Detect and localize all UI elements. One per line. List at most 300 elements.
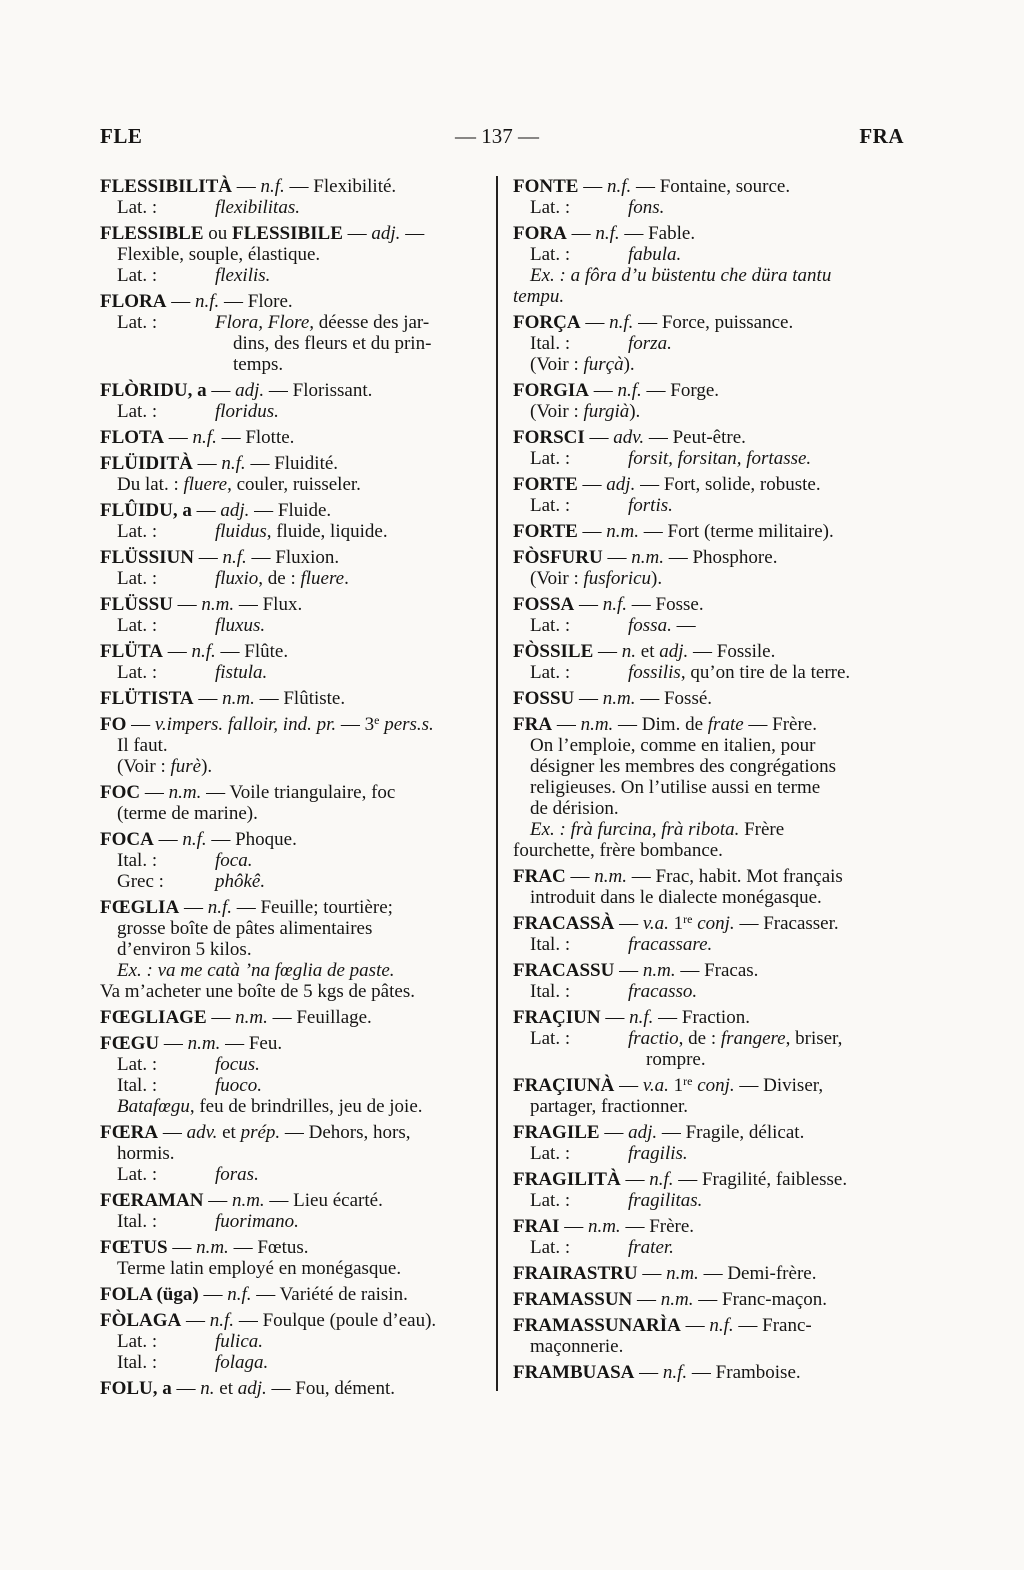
entry-text: v.a.	[642, 913, 669, 934]
entry-text: —	[634, 1362, 663, 1383]
entry-text: —	[172, 594, 202, 615]
entry-text: flexilis.	[215, 265, 271, 286]
entry-text: adv.	[186, 1122, 218, 1143]
entry-text: — Framboise.	[687, 1362, 801, 1383]
etymology-label: Lat. :	[117, 1054, 158, 1075]
entry-text: n.f.	[221, 453, 246, 474]
etymology-label: Lat. :	[530, 615, 571, 636]
headword-text: FRAI	[513, 1216, 560, 1237]
entry-text: frate	[707, 714, 744, 735]
entry-text: —	[206, 380, 236, 401]
entry-text: n.f.	[609, 312, 634, 333]
entry-headword-line	[100, 594, 492, 615]
entry-text: n.f.	[207, 897, 232, 918]
entry-text: religieuses. On l’utilise aussi en terme	[530, 777, 821, 798]
entry-headword-line	[513, 223, 927, 244]
entry-line	[100, 568, 492, 589]
etymology-label: Ital. :	[530, 934, 571, 955]
entry-text: fluidus	[215, 521, 267, 542]
entry-line	[513, 286, 927, 307]
entry-text: —	[206, 1007, 236, 1028]
entry-text: —	[602, 547, 632, 568]
entry-text: e	[374, 713, 380, 727]
dictionary-entry	[513, 1007, 927, 1070]
entry-text: n.f.	[595, 223, 620, 244]
entry-text: , feu de brindrilles, jeu de joie.	[189, 1096, 423, 1117]
entry-text: et	[636, 641, 660, 662]
entry-headword-line	[100, 714, 492, 735]
dictionary-entry	[100, 453, 492, 495]
entry-line	[100, 1352, 492, 1373]
dictionary-entry	[100, 688, 492, 709]
entry-line	[513, 495, 927, 516]
entry-headword-line	[100, 1190, 492, 1211]
dictionary-entry	[513, 641, 927, 683]
entry-text: hormis.	[117, 1143, 175, 1164]
dictionary-entry	[100, 1284, 492, 1305]
entry-headword-line	[513, 1315, 927, 1336]
entry-headword-line	[513, 960, 927, 981]
entry-text: .	[344, 568, 349, 589]
entry-text: 1	[668, 913, 684, 934]
entry-text: v.a.	[642, 1075, 669, 1096]
headword-text: FRACASSÀ	[513, 913, 615, 934]
entry-text: —	[400, 223, 425, 244]
headword-text: FORTE	[513, 474, 578, 495]
entry-headword-line	[513, 427, 927, 448]
entry-text: adj.	[237, 1378, 267, 1399]
entry-headword-line	[513, 641, 927, 662]
entry-text: fluere	[183, 474, 228, 495]
entry-text: (Voir :	[530, 568, 584, 589]
entry-text: —	[584, 427, 614, 448]
headword-text: FORÇA	[513, 312, 581, 333]
dictionary-entry	[513, 223, 927, 307]
entry-line	[513, 401, 927, 422]
entry-text: On l’emploie, comme en italien, pour	[530, 735, 816, 756]
etymology-label: Ital. :	[117, 1075, 158, 1096]
entry-text: — Flexibilité.	[284, 176, 397, 197]
entry-line	[513, 333, 927, 354]
entry-line	[100, 1143, 492, 1164]
entry-line	[100, 850, 492, 871]
entry-text: — Peut-être.	[644, 427, 746, 448]
entry-text: re	[683, 1074, 693, 1088]
entry-text: — Frac, habit. Mot français	[627, 866, 843, 887]
etymology-label: Lat. :	[530, 662, 571, 683]
entry-headword-line	[100, 500, 492, 521]
entry-text: —	[162, 641, 192, 662]
headword-text: FORSCI	[513, 427, 585, 448]
entry-text: —	[632, 1289, 661, 1310]
entry-text: — Fragilité, faiblesse.	[673, 1169, 848, 1190]
entry-text: —	[566, 223, 596, 244]
entry-text: —	[191, 500, 221, 521]
entry-headword-line	[100, 223, 492, 244]
headword-text: FLÛIDU, a	[100, 500, 192, 521]
entry-text: — Fracas.	[675, 960, 759, 981]
entry-text: d’environ 5 kilos.	[117, 939, 252, 960]
entry-text: n.f.	[191, 641, 216, 662]
entry-line	[513, 1028, 927, 1049]
entry-text: —	[164, 427, 193, 448]
entry-text: — Diviser,	[734, 1075, 824, 1096]
entry-headword-line	[513, 913, 927, 934]
entry-text: —	[565, 866, 595, 887]
entry-text: Terme latin employé en monégasque.	[117, 1258, 402, 1279]
entry-text: n.m.	[631, 547, 664, 568]
entry-text: —	[126, 714, 155, 735]
entry-text: adj.	[659, 641, 689, 662]
dictionary-entry	[100, 897, 492, 1002]
entry-line	[100, 333, 492, 354]
headword-text: FORGIA	[513, 380, 589, 401]
entry-text: Ex. : a fôra d’u büstentu che düra tantu	[530, 265, 832, 286]
entry-text: (Voir :	[530, 354, 584, 375]
entry-text: — Florissant.	[264, 380, 373, 401]
entry-line	[100, 960, 492, 981]
entry-text: — Lieu écarté.	[264, 1190, 383, 1211]
entry-line	[100, 918, 492, 939]
headword-text: FLÜTISTA	[100, 688, 194, 709]
entry-text: — Fossile.	[688, 641, 776, 662]
entry-headword-line	[513, 866, 927, 887]
entry-line	[513, 840, 927, 861]
entry-text: n.m.	[660, 1289, 694, 1310]
headword-text: FRAIRASTRU	[513, 1263, 638, 1284]
entry-text: , qu’on tire de la terre.	[680, 662, 851, 683]
entry-line	[100, 756, 492, 777]
entry-headword-line	[513, 312, 927, 333]
entry-text: n.f.	[617, 380, 642, 401]
entry-line	[100, 265, 492, 286]
entry-line	[513, 197, 927, 218]
entry-text: grosse boîte de pâtes alimentaires	[117, 918, 373, 939]
entry-line	[100, 1075, 492, 1096]
entry-line	[100, 1211, 492, 1232]
entry-text: — Franc-maçon.	[693, 1289, 827, 1310]
entry-text: — Frère.	[743, 714, 817, 735]
entry-text: Ex. : frà furcina, frà ribota.	[530, 819, 740, 840]
entry-text: n.m.	[222, 688, 255, 709]
etymology-label: Lat. :	[117, 197, 158, 218]
dictionary-entry	[513, 380, 927, 422]
entry-text: —	[637, 1263, 667, 1284]
dictionary-entry	[513, 1263, 927, 1284]
entry-text: phôkê.	[215, 871, 266, 892]
entry-text: — Fou, dément.	[266, 1378, 396, 1399]
dictionary-entry	[513, 312, 927, 375]
entry-text: — Force, puissance.	[633, 312, 794, 333]
entry-line	[513, 934, 927, 955]
entry-text: fragilis.	[628, 1143, 688, 1164]
entry-line	[513, 265, 927, 286]
etymology-label: Ital. :	[530, 333, 571, 354]
entry-text: fluxio	[215, 568, 259, 589]
entry-text: focus.	[215, 1054, 260, 1075]
dictionary-entry	[513, 913, 927, 955]
entry-headword-line	[100, 1033, 492, 1054]
entry-text: temps.	[233, 354, 284, 375]
entry-text: —	[614, 1075, 643, 1096]
entry-text: —	[198, 1284, 228, 1305]
entry-text: n.m.	[606, 521, 640, 542]
dictionary-entry	[513, 714, 927, 861]
entry-text: fourchette, frère bombance.	[513, 840, 723, 861]
headword-text: FŒGLIAGE	[100, 1007, 207, 1028]
entry-headword-line	[100, 688, 492, 709]
entry-headword-line	[100, 427, 492, 448]
entry-headword-line	[513, 176, 927, 197]
running-head	[0, 124, 1024, 150]
entry-text: — Phosphore.	[663, 547, 778, 568]
entry-text: , briser,	[785, 1028, 843, 1049]
entry-text: foras.	[215, 1164, 259, 1185]
entry-headword-line	[513, 1122, 927, 1143]
entry-text: floridus.	[215, 401, 279, 422]
entry-text: folaga.	[215, 1352, 269, 1373]
entry-text: — Dehors, hors,	[280, 1122, 411, 1143]
dictionary-entry	[100, 1378, 492, 1399]
entry-text: —	[232, 176, 261, 197]
entry-text: n.m.	[231, 1190, 265, 1211]
entry-text: —	[671, 615, 696, 636]
entry-text: — Variété de raisin.	[251, 1284, 408, 1305]
entry-text: —	[599, 1122, 629, 1143]
headword-text: FLORA	[100, 291, 167, 312]
entry-text: adj.	[220, 500, 250, 521]
entry-line	[100, 662, 492, 683]
dictionary-entry	[100, 1033, 492, 1117]
entry-text: Du lat. :	[117, 474, 184, 495]
entry-headword-line	[100, 176, 492, 197]
dictionary-entry	[513, 688, 927, 709]
headword-text: FOSSA	[513, 594, 575, 615]
headword-text: FRA	[513, 714, 553, 735]
dictionary-entry	[513, 176, 927, 218]
entry-text: ).	[201, 756, 213, 777]
entry-text: frangere	[720, 1028, 786, 1049]
entry-text: — Fort, solide, robuste.	[635, 474, 821, 495]
entry-text: —	[589, 380, 618, 401]
headword-text: FOSSU	[513, 688, 575, 709]
dictionary-entry	[513, 1362, 927, 1383]
entry-text: — Flûte.	[215, 641, 289, 662]
entry-text: de dérision.	[530, 798, 619, 819]
entry-headword-line	[100, 1122, 492, 1143]
entry-text: forza.	[628, 333, 672, 354]
entry-line	[100, 197, 492, 218]
headword-text: FRAMBUASA	[513, 1362, 635, 1383]
dictionary-entry	[100, 1122, 492, 1185]
entry-text: — Fluidité.	[245, 453, 339, 474]
entry-text: pers.s.	[384, 714, 434, 735]
entry-text: furè	[170, 756, 202, 777]
entry-line	[513, 1049, 927, 1070]
entry-line	[513, 568, 927, 589]
entry-text: — Fœtus.	[228, 1237, 309, 1258]
headword-text: FO	[100, 714, 127, 735]
entry-headword-line	[513, 714, 927, 735]
entry-text: n.f.	[629, 1007, 654, 1028]
etymology-label: Grec :	[117, 871, 164, 892]
entry-text: — Fluxion.	[246, 547, 340, 568]
etymology-label: Lat. :	[117, 312, 158, 333]
entry-text: —	[167, 1237, 197, 1258]
entry-line	[100, 312, 492, 333]
entry-text: prép.	[240, 1122, 281, 1143]
etymology-label: Lat. :	[117, 615, 158, 636]
entry-line	[100, 354, 492, 375]
dictionary-entry	[100, 291, 492, 375]
dictionary-entry	[100, 223, 492, 286]
entry-text: n.f.	[209, 1310, 235, 1331]
entry-text: n.f.	[227, 1284, 252, 1305]
entry-text: — Fracasser.	[734, 913, 839, 934]
entry-text: et	[217, 1122, 241, 1143]
entry-text: — Demi-frère.	[698, 1263, 817, 1284]
dictionary-entry	[513, 1315, 927, 1357]
entry-text: — Voile triangulaire, foc	[201, 782, 396, 803]
entry-headword-line	[513, 380, 927, 401]
page-number: — 137 —	[455, 124, 539, 148]
entry-line	[100, 1096, 492, 1117]
entry-headword-line	[100, 547, 492, 568]
entry-text: — Forge.	[641, 380, 720, 401]
entry-text: conj.	[697, 913, 735, 934]
entry-text: Flora, Flore,	[215, 312, 315, 333]
entry-text: —	[559, 1216, 588, 1237]
dictionary-entry	[513, 866, 927, 908]
entry-line	[513, 887, 927, 908]
entry-headword-line	[513, 521, 927, 542]
entry-text: — Fluide.	[249, 500, 332, 521]
etymology-label: Lat. :	[530, 1143, 571, 1164]
dictionary-entry	[513, 547, 927, 589]
entry-text: ou	[203, 223, 232, 244]
entry-text: — Fraction.	[653, 1007, 750, 1028]
entry-line	[100, 521, 492, 542]
dictionary-entry	[100, 641, 492, 683]
headword-text: FLESSIBILE	[232, 223, 343, 244]
entry-text: furçà	[583, 354, 624, 375]
etymology-label: Lat. :	[117, 1331, 158, 1352]
running-head-left-keyword: FLE	[100, 124, 143, 148]
headword-text: FRAMASSUNARÌA	[513, 1315, 681, 1336]
entry-text: furgià	[583, 401, 630, 422]
entry-headword-line	[513, 1216, 927, 1237]
entry-text: —	[171, 1378, 201, 1399]
dictionary-entry	[100, 500, 492, 542]
entry-text: et	[214, 1378, 238, 1399]
entry-text: —	[159, 1033, 188, 1054]
entry-text: fragilitas.	[628, 1190, 703, 1211]
entry-text: —	[614, 960, 643, 981]
entry-text: — Frère.	[620, 1216, 695, 1237]
headword-text: FŒRAMAN	[100, 1190, 204, 1211]
entry-text: adj.	[606, 474, 636, 495]
entry-headword-line	[513, 1263, 927, 1284]
entry-text: n.m.	[187, 1033, 221, 1054]
entry-headword-line	[513, 1075, 927, 1096]
entry-text: n.f.	[662, 1362, 688, 1383]
entry-text: , couler, ruisseler.	[227, 474, 361, 495]
entry-text: Ex. : va me catà ’na fœglia de paste.	[117, 960, 395, 981]
entry-text: maçonnerie.	[530, 1336, 624, 1357]
entry-line	[513, 1096, 927, 1117]
dictionary-entry	[100, 547, 492, 589]
entry-line	[513, 615, 927, 636]
entry-line	[100, 615, 492, 636]
entry-line	[100, 981, 492, 1002]
entry-text: n.	[200, 1378, 215, 1399]
headword-text: FOC	[100, 782, 141, 803]
etymology-label: Ital. :	[117, 1352, 158, 1373]
entry-text: — Feuille; tourtière;	[231, 897, 393, 918]
entry-text: adj.	[235, 380, 265, 401]
entry-line	[513, 819, 927, 840]
entry-text: n.f.	[606, 176, 632, 197]
entry-text: —	[166, 291, 195, 312]
entry-text: adj.	[371, 223, 401, 244]
entry-text: —	[577, 474, 607, 495]
entry-text: —	[600, 1007, 630, 1028]
dictionary-entry	[100, 176, 492, 218]
left-column	[100, 176, 492, 1404]
entry-text: fuoco.	[215, 1075, 262, 1096]
entry-text: —	[342, 223, 372, 244]
entry-text: n.f.	[195, 291, 220, 312]
entry-line	[100, 871, 492, 892]
entry-text: n.f.	[649, 1169, 674, 1190]
entry-text: —	[153, 829, 183, 850]
entry-headword-line	[100, 380, 492, 401]
entry-text: fuorimano.	[215, 1211, 299, 1232]
entry-line	[513, 756, 927, 777]
dictionary-entry	[100, 380, 492, 422]
dictionary-entry	[100, 1007, 492, 1028]
headword-text: FŒGU	[100, 1033, 160, 1054]
entry-text: Il faut.	[117, 735, 168, 756]
entry-text: n.m.	[235, 1007, 268, 1028]
entry-text: —	[552, 714, 581, 735]
dictionary-entry	[513, 1289, 927, 1310]
dictionary-entry	[100, 1190, 492, 1232]
entry-text: 1	[668, 1075, 684, 1096]
column-divider-rule	[496, 176, 498, 1391]
entry-text: re	[683, 912, 693, 926]
entry-text: —	[179, 897, 208, 918]
dictionary-entry	[513, 960, 927, 1002]
etymology-label: Lat. :	[117, 1164, 158, 1185]
entry-text: n.f.	[260, 176, 285, 197]
headword-text: FLOTA	[100, 427, 165, 448]
entry-text: fractio	[628, 1028, 679, 1049]
dictionary-entry	[100, 427, 492, 448]
entry-line	[100, 939, 492, 960]
entry-headword-line	[513, 1289, 927, 1310]
entry-text: , de :	[678, 1028, 721, 1049]
entry-text: frater.	[628, 1237, 674, 1258]
entry-text: —	[181, 1310, 210, 1331]
etymology-label: Lat. :	[117, 521, 158, 542]
entry-text: Batafœgu	[117, 1096, 190, 1117]
entry-text: —	[580, 312, 610, 333]
entry-text: dins, des fleurs et du prin-	[233, 333, 432, 354]
entry-headword-line	[100, 453, 492, 474]
entry-headword-line	[100, 1310, 492, 1331]
headword-text: FLÜIDITÀ	[100, 453, 193, 474]
